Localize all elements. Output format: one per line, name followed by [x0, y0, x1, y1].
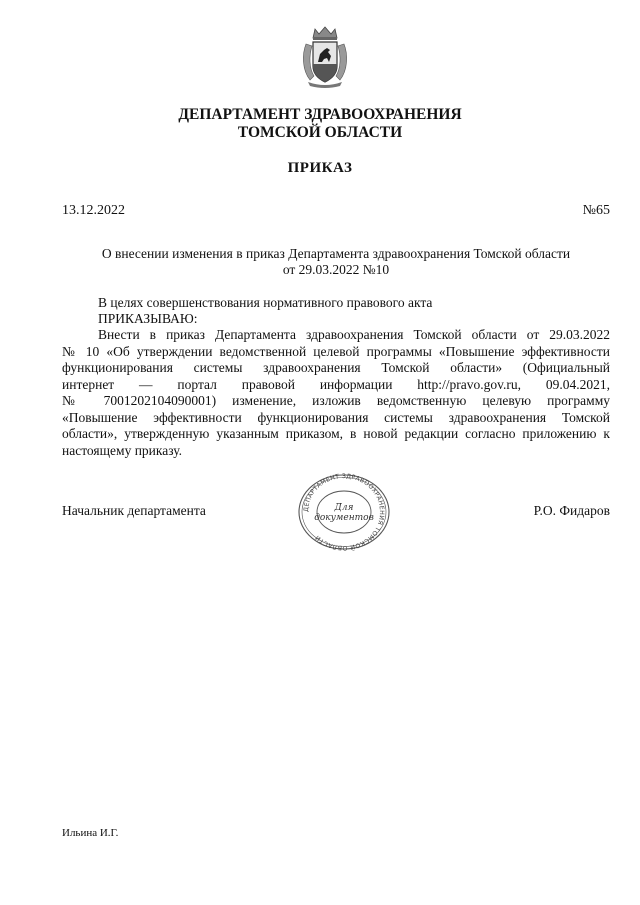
document-type: ПРИКАЗ [287, 160, 353, 176]
coat-of-arms-icon [300, 26, 350, 88]
stamp-ring-text: ДЕПАРТАМЕНТ ЗДРАВООХРАНЕНИЯ ТОМСКОЙ ОБЛАСТИ [302, 473, 386, 551]
body-line: области», утвержденную указанным приказом, в новой редакции согласно приложению к [62, 426, 610, 441]
body-line: «Повышение эффективности функционирования системы здравоохранения Томской [62, 409, 610, 425]
subject-line2: от 29.03.2022 №10 [282, 262, 390, 277]
body-line: настоящему приказу. [62, 442, 183, 458]
executor-name: Ильина И.Г. [62, 827, 119, 839]
body-line: № 7001202104090001) изменение, изложив ведомственную целевую программу [62, 393, 610, 408]
body-line: функционирования системы здравоохранения Томской области» (Официальный [62, 360, 610, 375]
organization-name-line1: ДЕПАРТАМЕНТ ЗДРАВООХРАНЕНИЯ [178, 106, 462, 123]
document-date: 13.12.2022 [62, 203, 125, 218]
subject-line1: О внесении изменения в приказ Департамента здравоохранения Томской области [101, 246, 571, 261]
official-stamp [297, 473, 391, 551]
organization-name-line2: ТОМСКОЙ ОБЛАСТИ [237, 124, 403, 141]
intro-paragraph: В целях совершенствования нормативного правового акта [98, 295, 433, 310]
stamp-center-line1: Для [334, 503, 354, 513]
order-word: ПРИКАЗЫВАЮ: [98, 311, 198, 326]
order-body [62, 327, 610, 459]
stamp-center-line2: документов [314, 513, 374, 523]
signer-name: Р.О. Фидаров [533, 503, 610, 518]
signer-position: Начальник департамента [62, 503, 206, 518]
body-line: Внести в приказ Департамента здравоохранения Томской области от 29.03.2022 [98, 327, 610, 342]
body-line: № 10 «Об утверждении ведомственной целевой программы «Повышение эффективности [62, 343, 610, 359]
body-line: интернет — портал правовой информации http://pravo.gov.ru, 09.04.2021, [62, 376, 610, 392]
document-number: №65 [582, 203, 610, 218]
